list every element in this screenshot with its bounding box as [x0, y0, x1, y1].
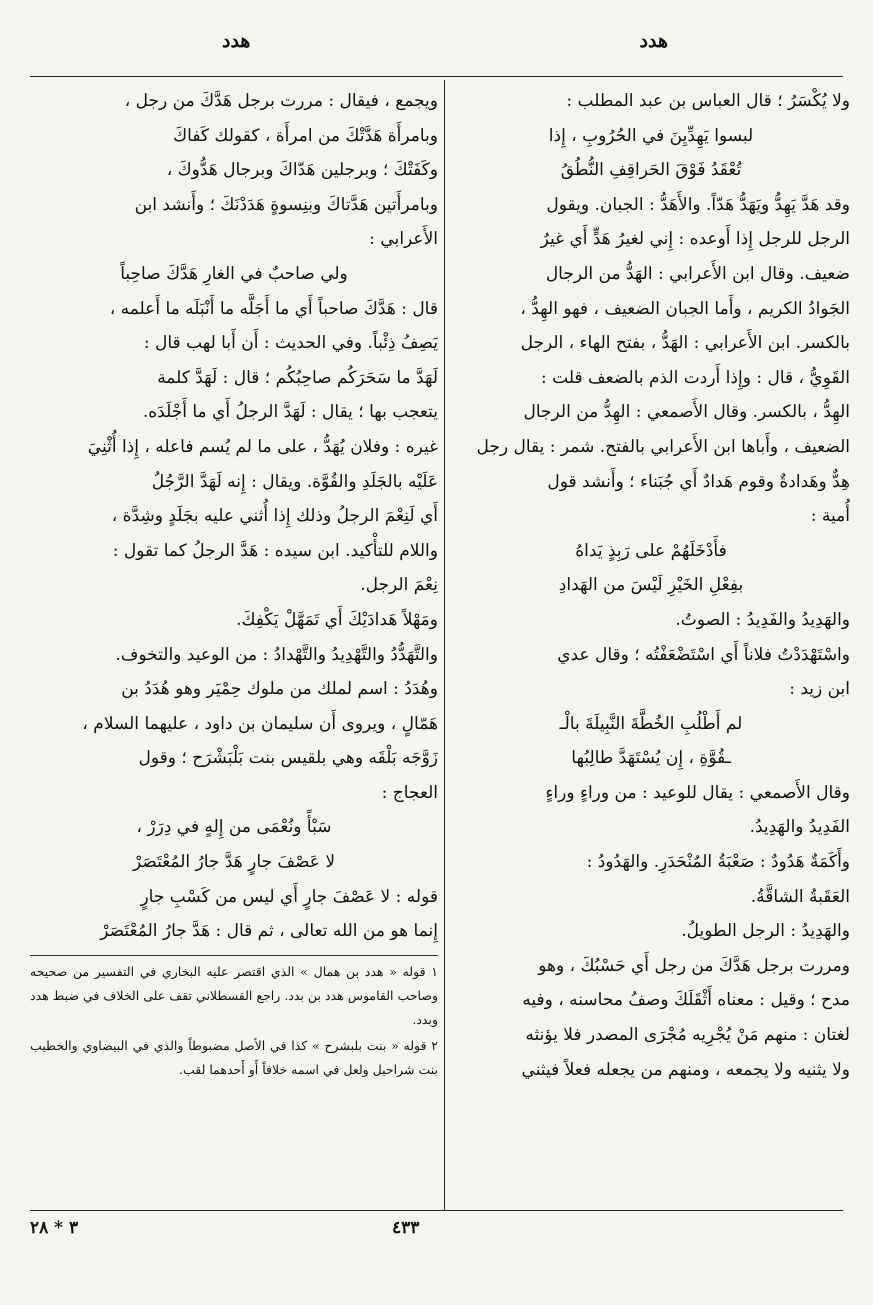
- text-line: هَمّالٍ ، ويروى أَن سليمان بن داود ، عليهما السلام ،: [82, 713, 438, 734]
- text-line: واسْتَهْدَدْتُ فلاناً أَي اسْتَضْعَفْتُه ؛ وقال عدي: [557, 644, 850, 665]
- column-divider: [444, 80, 445, 1210]
- right-column: [452, 84, 850, 1206]
- text-line: هِدٌّ وهَدادةٌ وقوم هَدادٌ أَي جُبَناء ؛ وأَنشد قول: [547, 471, 850, 492]
- text-line: بالكسر. ابن الأَعرابي : الهَدُّ ، بفتح الهاء ، الرجل: [520, 333, 850, 354]
- signature-mark: ٣ * ٢٨: [30, 1218, 79, 1238]
- text-line: العجاج :: [381, 782, 438, 803]
- verse-line: بفِعْلِ الخَيْرِ لَيْسَ من الهَدادِ: [558, 575, 744, 596]
- text-line: الضعيف ، وأَباها ابن الأَعرابي بالفتح. شمر : يقال رجل: [476, 436, 850, 457]
- text-line: قال : هَدَّكَ صاحباً أَي ما أَجَلَّه ما أَنْبَلَه ما أَعلمه ،: [109, 298, 438, 319]
- text-line: الجَوادُ الكريم ، وأَما الجبان الضعيف ، فهو الهِدُّ ،: [520, 298, 850, 319]
- page-number: ٤٣٣: [392, 1218, 420, 1238]
- verse-line: لا عَصْفَ جارٍ هَدَّ جارُ المُعْتَصَرْ: [132, 852, 336, 873]
- text-line: ولا يُكْسَرُ ؛ قال العباس بن عبد المطلب :: [566, 91, 850, 111]
- text-line: والهَدِيدُ والفَدِيدُ : الصوتُ.: [675, 609, 850, 630]
- text-line: غيره : وفلان يُهَدُّ ، على ما لم يُسم فاعله ، إِذا أُثْنِيَ: [87, 436, 438, 457]
- text-line: والهَدِيدُ : الرجل الطويلُ.: [681, 921, 850, 942]
- text-line: وأَكَمَةٌ هَدُودٌ : صَعْبَةُ المُنْحَدَرِ. والهَدُودُ :: [586, 852, 850, 873]
- footnote: ١ قوله « هدد بن همال » الذي اقتصر عليه البخاري في التفسير من صحيحه وصاحب القاموس هدد بن بدد. راجع القسطلاني تقف على الخلاف في ضبط هدد وبدد.: [30, 963, 438, 1027]
- text-line: ولا يثنيه ولا يجمعه ، ومنهم من يجعله فعلاً فيثني: [521, 1059, 850, 1080]
- text-line: إِنما هو من الله تعالى ، ثم قال : هَدَّ جارُ المُعْتَصَرْ: [100, 921, 438, 942]
- header-word-left: هدد: [222, 30, 251, 52]
- text-line: الهِدُّ ، بالكسر. وقال الأَصمعي : الهِدُّ من الرجال: [523, 402, 850, 423]
- text-line: الرجل للرجل إِذا أَوعده : إِني لغيرُ هَدٍّ أَي غيرُ: [540, 229, 850, 250]
- footnotes: [30, 955, 438, 1082]
- text-line: أَي لَنِعْمَ الرجلُ وذلك إِذا أُثني عليه بجَلَدٍ وشِدَّة ،: [111, 506, 438, 527]
- text-line: والتَّهَدُّدُ والتَّهْدِيدُ والتَّهْدادُ : من الوعيد والتخوف.: [115, 644, 438, 665]
- text-line: ومَهْلاً هَدادَيْكَ أَي تَمَهَّلْ يَكْفِكَ.: [236, 609, 438, 630]
- verse-line: تُعْقَدُ فَوْقَ الحَراقِفِ النُّطُقُ: [560, 160, 742, 181]
- verse-line: لم أَطْلُبِ الخُطَّةَ النَّبِيلَةَ بالْـ: [559, 713, 743, 734]
- text-line: القَوِيُّ ، قال : وإِذا أَردت الذم بالضعف قلت :: [541, 367, 850, 388]
- footnote: ٢ قوله « بنت بلبشرح » كذا في الأصل مضبوطاً والذي في البيضاوي والخطيب بنت شراحيل ولعل في اسمه خلافاً أَو أَحدهما لقب.: [30, 1037, 438, 1077]
- verse-line: لبسوا يَهِدِّيِنَ في الحُرُوبِ ، إِذا: [548, 125, 754, 146]
- text-line: ومررت برجل هَدَّكَ من رجل أَي حَسْبُكَ ، وهو: [538, 955, 850, 976]
- text-line: عَلَيْه بالجَلَدِ والقُوَّة. ويقال : إِنه لَهَدَّ الرَّجُلُ: [151, 471, 438, 492]
- left-column: [30, 84, 438, 1206]
- header-word-right: هدد: [639, 30, 668, 52]
- top-rule: [30, 76, 843, 77]
- text-line: ضعيف. وقال ابن الأَعرابي : الهَدُّ من الرجال: [545, 263, 850, 284]
- text-line: العَقَبةُ الشاقَّةُ.: [750, 886, 850, 907]
- text-line: وقد هَدَّ يَهِدُّ ويَهَدُّ هَدّاً. والأَهَدُّ : الجبان. ويقول: [546, 194, 850, 215]
- text-line: وبامرأَة هَدَّتْكَ من امرأَة ، كقولك كَفاكَ: [173, 125, 438, 146]
- text-line: زَوَّجَه بَلْقَه وهي بلقيس بنت بَلْبَشْرَح ؛ وقول: [138, 748, 438, 769]
- verse-line: ـقُوَّةِ ، إِن يُسْتَهَدَّ طالِبُها: [571, 748, 731, 769]
- text-line: مدح ؛ وقيل : معناه أَثْقَلَكَ وصفُ محاسنه ، وفيه: [522, 990, 850, 1011]
- text-line: وبامرأَتين هَدَّتاكَ وبنِسوةٍ هَدَدْنَكَ ؛ وأَنشد ابن: [134, 194, 438, 215]
- text-line: ويجمع ، فيقال : مررت برجل هَدَّكَ من رجل ،: [124, 91, 438, 111]
- text-line: قوله : لا عَصْفَ جارٍ أَي ليس من كَسْبِ جارٍ: [140, 886, 438, 907]
- text-line: الأَعرابي :: [369, 229, 438, 250]
- text-line: الفَدِيدُ والهَدِيدُ.: [749, 817, 850, 838]
- text-line: واللام للتأْكيد. ابن سيده : هَدَّ الرجلُ كما تقول :: [112, 540, 438, 561]
- text-line: نِعْمَ الرجل.: [360, 575, 438, 596]
- text-line: أُمية :: [810, 506, 850, 527]
- bottom-rule: [30, 1210, 843, 1211]
- verse-line: فأَدْخَلَهُمْ على رَبِذٍ يَداهُ: [575, 540, 727, 561]
- verse-line: ولي صاحبٌ في الغارِ هَدَّكَ صاحِباً: [120, 263, 348, 284]
- text-line: لغتان : منهم مَنْ يُجْرِيه مُجْرَى المصدر فلا يؤنثه: [525, 1025, 850, 1046]
- text-line: وهُدَدُ : اسم لملك من ملوك حِمْيَر وهو هُدَدُ بن: [121, 679, 438, 700]
- verse-line: سَبْأً ونُعْمَى من إِلهٍ في دِرَرْ ،: [136, 817, 332, 838]
- text-line: ابن زيد :: [789, 679, 850, 700]
- text-line: لَهَدَّ ما سَحَرَكُم صاحِبُكُم ؛ قال : لَهَدَّ كلمة: [157, 367, 438, 388]
- text-line: وقال الأَصمعي : يقال للوعيد : من وراءٍ وراءٍ: [545, 782, 850, 803]
- text-line: يَصِفُ ذِئْباً. وفي الحديث : أَن أَبا لهب قال :: [143, 333, 438, 354]
- text-line: يتعجب بها ؛ يقال : لَهَدَّ الرجلُ أَي ما أَجْلَدَه.: [142, 402, 438, 423]
- text-line: وكَفَتْكَ ؛ وبرجلين هَدّاكَ وبرجال هَدُّوكَ ،: [166, 160, 438, 181]
